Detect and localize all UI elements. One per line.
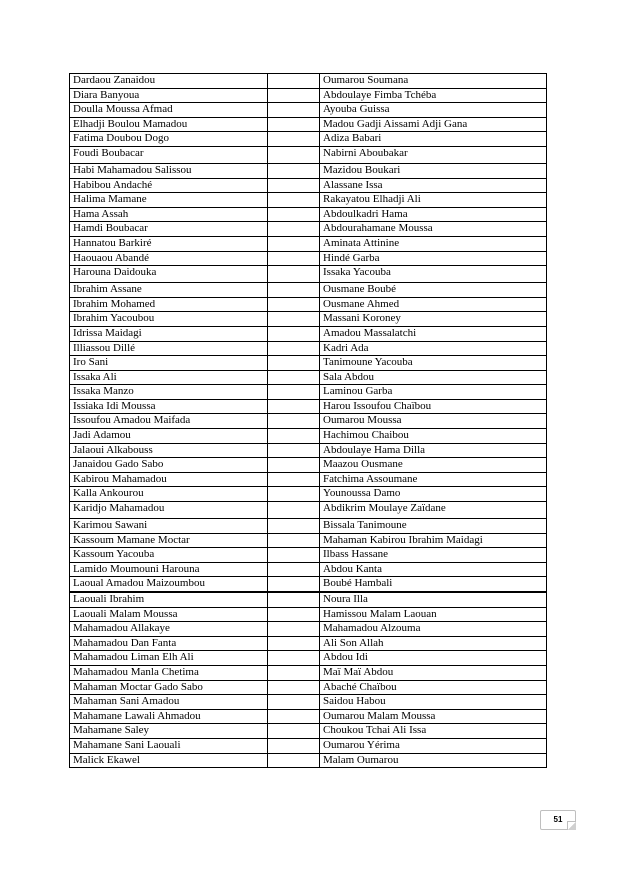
table-row — [70, 562, 547, 577]
spacer-cell — [268, 236, 320, 251]
table-row — [70, 502, 547, 519]
spacer-cell — [268, 636, 320, 651]
spacer-cell — [268, 193, 320, 208]
spacer-cell — [268, 146, 320, 163]
table-row — [70, 251, 547, 266]
table-row — [70, 592, 547, 607]
table-row — [70, 370, 547, 385]
table-row — [70, 636, 547, 651]
spacer-cell — [268, 665, 320, 680]
spacer-cell — [268, 622, 320, 637]
spacer-cell — [268, 132, 320, 147]
name-cell-left: Doulla Moussa Afmad — [70, 103, 268, 118]
name-cell-left: Elhadji Boulou Mamadou — [70, 117, 268, 132]
name-cell-left: Laouali Ibrahim — [70, 592, 268, 607]
name-cell-right: Ayouba Guissa — [320, 103, 547, 118]
table-row — [70, 487, 547, 502]
name-cell-left: Issoufou Amadou Maifada — [70, 414, 268, 429]
name-cell-left: Laouali Malam Moussa — [70, 607, 268, 622]
table-row — [70, 341, 547, 356]
table-row — [70, 88, 547, 103]
name-cell-left: Dardaou Zanaidou — [70, 74, 268, 89]
table-row — [70, 651, 547, 666]
spacer-cell — [268, 487, 320, 502]
table-row — [70, 665, 547, 680]
name-cell-right: Noura Illa — [320, 592, 547, 607]
spacer-cell — [268, 178, 320, 193]
name-cell-right: Oumarou Yérima — [320, 738, 547, 753]
table-row — [70, 117, 547, 132]
table-row — [70, 178, 547, 193]
name-cell-left: Issiaka Idi Moussa — [70, 399, 268, 414]
table-row — [70, 429, 547, 444]
name-cell-left: Halima Mamane — [70, 193, 268, 208]
name-cell-right: Oumarou Malam Moussa — [320, 709, 547, 724]
table-row — [70, 74, 547, 89]
name-cell-left: Kalla Ankourou — [70, 487, 268, 502]
spacer-cell — [268, 651, 320, 666]
name-cell-left: Ibrahim Yacoubou — [70, 312, 268, 327]
spacer-cell — [268, 163, 320, 178]
spacer-cell — [268, 738, 320, 753]
table-row — [70, 709, 547, 724]
name-cell-left: Mahamadou Allakaye — [70, 622, 268, 637]
name-cell-right: Alassane Issa — [320, 178, 547, 193]
name-cell-left: Malick Ekawel — [70, 753, 268, 768]
table-row — [70, 222, 547, 237]
table-row — [70, 472, 547, 487]
spacer-cell — [268, 472, 320, 487]
name-cell-left: Ibrahim Mohamed — [70, 297, 268, 312]
table-row — [70, 724, 547, 739]
spacer-cell — [268, 458, 320, 473]
name-cell-right: Madou Gadji Aissami Adji Gana — [320, 117, 547, 132]
spacer-cell — [268, 326, 320, 341]
spacer-cell — [268, 680, 320, 695]
name-cell-right: Saidou Habou — [320, 695, 547, 710]
table-row — [70, 103, 547, 118]
table-row — [70, 193, 547, 208]
spacer-cell — [268, 562, 320, 577]
name-cell-right: Mahaman Kabirou Ibrahim Maidagi — [320, 533, 547, 548]
name-cell-left: Issaka Ali — [70, 370, 268, 385]
spacer-cell — [268, 266, 320, 283]
name-cell-left: Hamdi Boubacar — [70, 222, 268, 237]
name-cell-right: Aminata Attinine — [320, 236, 547, 251]
name-cell-left: Mahamadou Manla Chetima — [70, 665, 268, 680]
table-row — [70, 163, 547, 178]
name-cell-right: Fatchima Assoumane — [320, 472, 547, 487]
name-cell-left: Karimou Sawani — [70, 519, 268, 534]
table-row — [70, 533, 547, 548]
name-cell-left: Janaidou Gado Sabo — [70, 458, 268, 473]
name-cell-left: Iro Sani — [70, 356, 268, 371]
spacer-cell — [268, 709, 320, 724]
spacer-cell — [268, 297, 320, 312]
name-cell-left: Jalaoui Alkabouss — [70, 443, 268, 458]
name-cell-right: Oumarou Soumana — [320, 74, 547, 89]
name-cell-left: Mahamane Saley — [70, 724, 268, 739]
spacer-cell — [268, 251, 320, 266]
page-number: 51 — [553, 815, 563, 824]
spacer-cell — [268, 222, 320, 237]
name-cell-right: Mahamadou Alzouma — [320, 622, 547, 637]
name-cell-left: Mahamadou Dan Fanta — [70, 636, 268, 651]
name-cell-left: Hama Assah — [70, 207, 268, 222]
page-curl-icon — [567, 821, 576, 830]
name-cell-right: Tanimoune Yacouba — [320, 356, 547, 371]
spacer-cell — [268, 312, 320, 327]
name-cell-left: Ibrahim Assane — [70, 283, 268, 298]
table-row — [70, 132, 547, 147]
name-cell-left: Diara Banyoua — [70, 88, 268, 103]
name-cell-left: Mahaman Moctar Gado Sabo — [70, 680, 268, 695]
spacer-cell — [268, 414, 320, 429]
name-cell-left: Karidjo Mahamadou — [70, 502, 268, 519]
name-cell-right: Maazou Ousmane — [320, 458, 547, 473]
name-cell-right: Abdou Kanta — [320, 562, 547, 577]
table-row — [70, 399, 547, 414]
table-row — [70, 266, 547, 283]
table-row — [70, 326, 547, 341]
name-cell-left: Habibou Andaché — [70, 178, 268, 193]
name-cell-left: Idrissa Maidagi — [70, 326, 268, 341]
name-cell-right: Abdourahamane Moussa — [320, 222, 547, 237]
name-cell-right: Ousmane Boubé — [320, 283, 547, 298]
name-cell-left: Lamido Moumouni Harouna — [70, 562, 268, 577]
name-cell-left: Habi Mahamadou Salissou — [70, 163, 268, 178]
name-cell-left: Fatima Doubou Dogo — [70, 132, 268, 147]
name-cell-left: Jadi Adamou — [70, 429, 268, 444]
name-cell-right: Sala Abdou — [320, 370, 547, 385]
spacer-cell — [268, 724, 320, 739]
spacer-cell — [268, 533, 320, 548]
name-cell-right: Rakayatou Elhadji Ali — [320, 193, 547, 208]
name-cell-right: Abdikrim Moulaye Zaïdane — [320, 502, 547, 519]
name-cell-right: Hindé Garba — [320, 251, 547, 266]
spacer-cell — [268, 502, 320, 519]
name-cell-right: Malam Oumarou — [320, 753, 547, 768]
spacer-cell — [268, 753, 320, 768]
spacer-cell — [268, 341, 320, 356]
spacer-cell — [268, 548, 320, 563]
spacer-cell — [268, 117, 320, 132]
name-cell-right: Ilbass Hassane — [320, 548, 547, 563]
name-cell-right: Boubé Hambali — [320, 577, 547, 592]
name-cell-left: Illiassou Dillé — [70, 341, 268, 356]
table-row — [70, 207, 547, 222]
table-row — [70, 443, 547, 458]
name-cell-right: Abdou Idi — [320, 651, 547, 666]
name-cell-right: Maï Maï Abdou — [320, 665, 547, 680]
name-cell-left: Kassoum Mamane Moctar — [70, 533, 268, 548]
names-table — [69, 73, 547, 768]
spacer-cell — [268, 607, 320, 622]
spacer-cell — [268, 88, 320, 103]
name-cell-right: Adiza Babari — [320, 132, 547, 147]
spacer-cell — [268, 103, 320, 118]
name-cell-right: Abdoulaye Fimba Tchéba — [320, 88, 547, 103]
table-row — [70, 385, 547, 400]
table-row — [70, 738, 547, 753]
name-cell-right: Hachimou Chaibou — [320, 429, 547, 444]
name-cell-left: Kassoum Yacouba — [70, 548, 268, 563]
name-cell-left: Kabirou Mahamadou — [70, 472, 268, 487]
name-cell-right: Younoussa Damo — [320, 487, 547, 502]
page-number-badge — [540, 810, 576, 830]
table-row — [70, 695, 547, 710]
table-row — [70, 577, 547, 592]
name-cell-right: Issaka Yacouba — [320, 266, 547, 283]
spacer-cell — [268, 283, 320, 298]
names-table-body — [70, 74, 547, 768]
spacer-cell — [268, 74, 320, 89]
table-row — [70, 236, 547, 251]
name-cell-right: Ali Son Allah — [320, 636, 547, 651]
name-cell-left: Mahaman Sani Amadou — [70, 695, 268, 710]
name-cell-right: Choukou Tchai Ali Issa — [320, 724, 547, 739]
table-row — [70, 622, 547, 637]
table-row — [70, 680, 547, 695]
name-cell-right: Bissala Tanimoune — [320, 519, 547, 534]
name-cell-left: Foudi Boubacar — [70, 146, 268, 163]
table-row — [70, 146, 547, 163]
spacer-cell — [268, 592, 320, 607]
spacer-cell — [268, 370, 320, 385]
name-cell-right: Abdoulkadri Hama — [320, 207, 547, 222]
name-cell-right: Nabirni Aboubakar — [320, 146, 547, 163]
name-cell-left: Mahamane Sani Laouali — [70, 738, 268, 753]
spacer-cell — [268, 443, 320, 458]
table-row — [70, 548, 547, 563]
spacer-cell — [268, 519, 320, 534]
name-cell-left: Issaka Manzo — [70, 385, 268, 400]
table-row — [70, 297, 547, 312]
spacer-cell — [268, 695, 320, 710]
table-row — [70, 607, 547, 622]
table-row — [70, 519, 547, 534]
name-cell-right: Hamissou Malam Laouan — [320, 607, 547, 622]
name-cell-left: Mahamadou Liman Elh Ali — [70, 651, 268, 666]
spacer-cell — [268, 399, 320, 414]
name-cell-left: Haouaou Abandé — [70, 251, 268, 266]
name-cell-right: Massani Koroney — [320, 312, 547, 327]
name-cell-left: Harouna Daidouka — [70, 266, 268, 283]
table-row — [70, 312, 547, 327]
table-row — [70, 356, 547, 371]
spacer-cell — [268, 577, 320, 592]
spacer-cell — [268, 356, 320, 371]
name-cell-right: Harou Issoufou Chaïbou — [320, 399, 547, 414]
name-cell-right: Amadou Massalatchi — [320, 326, 547, 341]
spacer-cell — [268, 429, 320, 444]
table-row — [70, 283, 547, 298]
name-cell-left: Laoual Amadou Maizoumbou — [70, 577, 268, 592]
name-cell-right: Ousmane Ahmed — [320, 297, 547, 312]
name-cell-right: Oumarou Moussa — [320, 414, 547, 429]
table-row — [70, 414, 547, 429]
table-row — [70, 458, 547, 473]
name-cell-right: Mazidou Boukari — [320, 163, 547, 178]
name-cell-right: Laminou Garba — [320, 385, 547, 400]
name-cell-right: Abdoulaye Hama Dilla — [320, 443, 547, 458]
name-cell-left: Mahamane Lawali Ahmadou — [70, 709, 268, 724]
spacer-cell — [268, 207, 320, 222]
spacer-cell — [268, 385, 320, 400]
name-cell-right: Abaché Chaïbou — [320, 680, 547, 695]
table-row — [70, 753, 547, 768]
name-cell-left: Hannatou Barkiré — [70, 236, 268, 251]
name-cell-right: Kadri Ada — [320, 341, 547, 356]
